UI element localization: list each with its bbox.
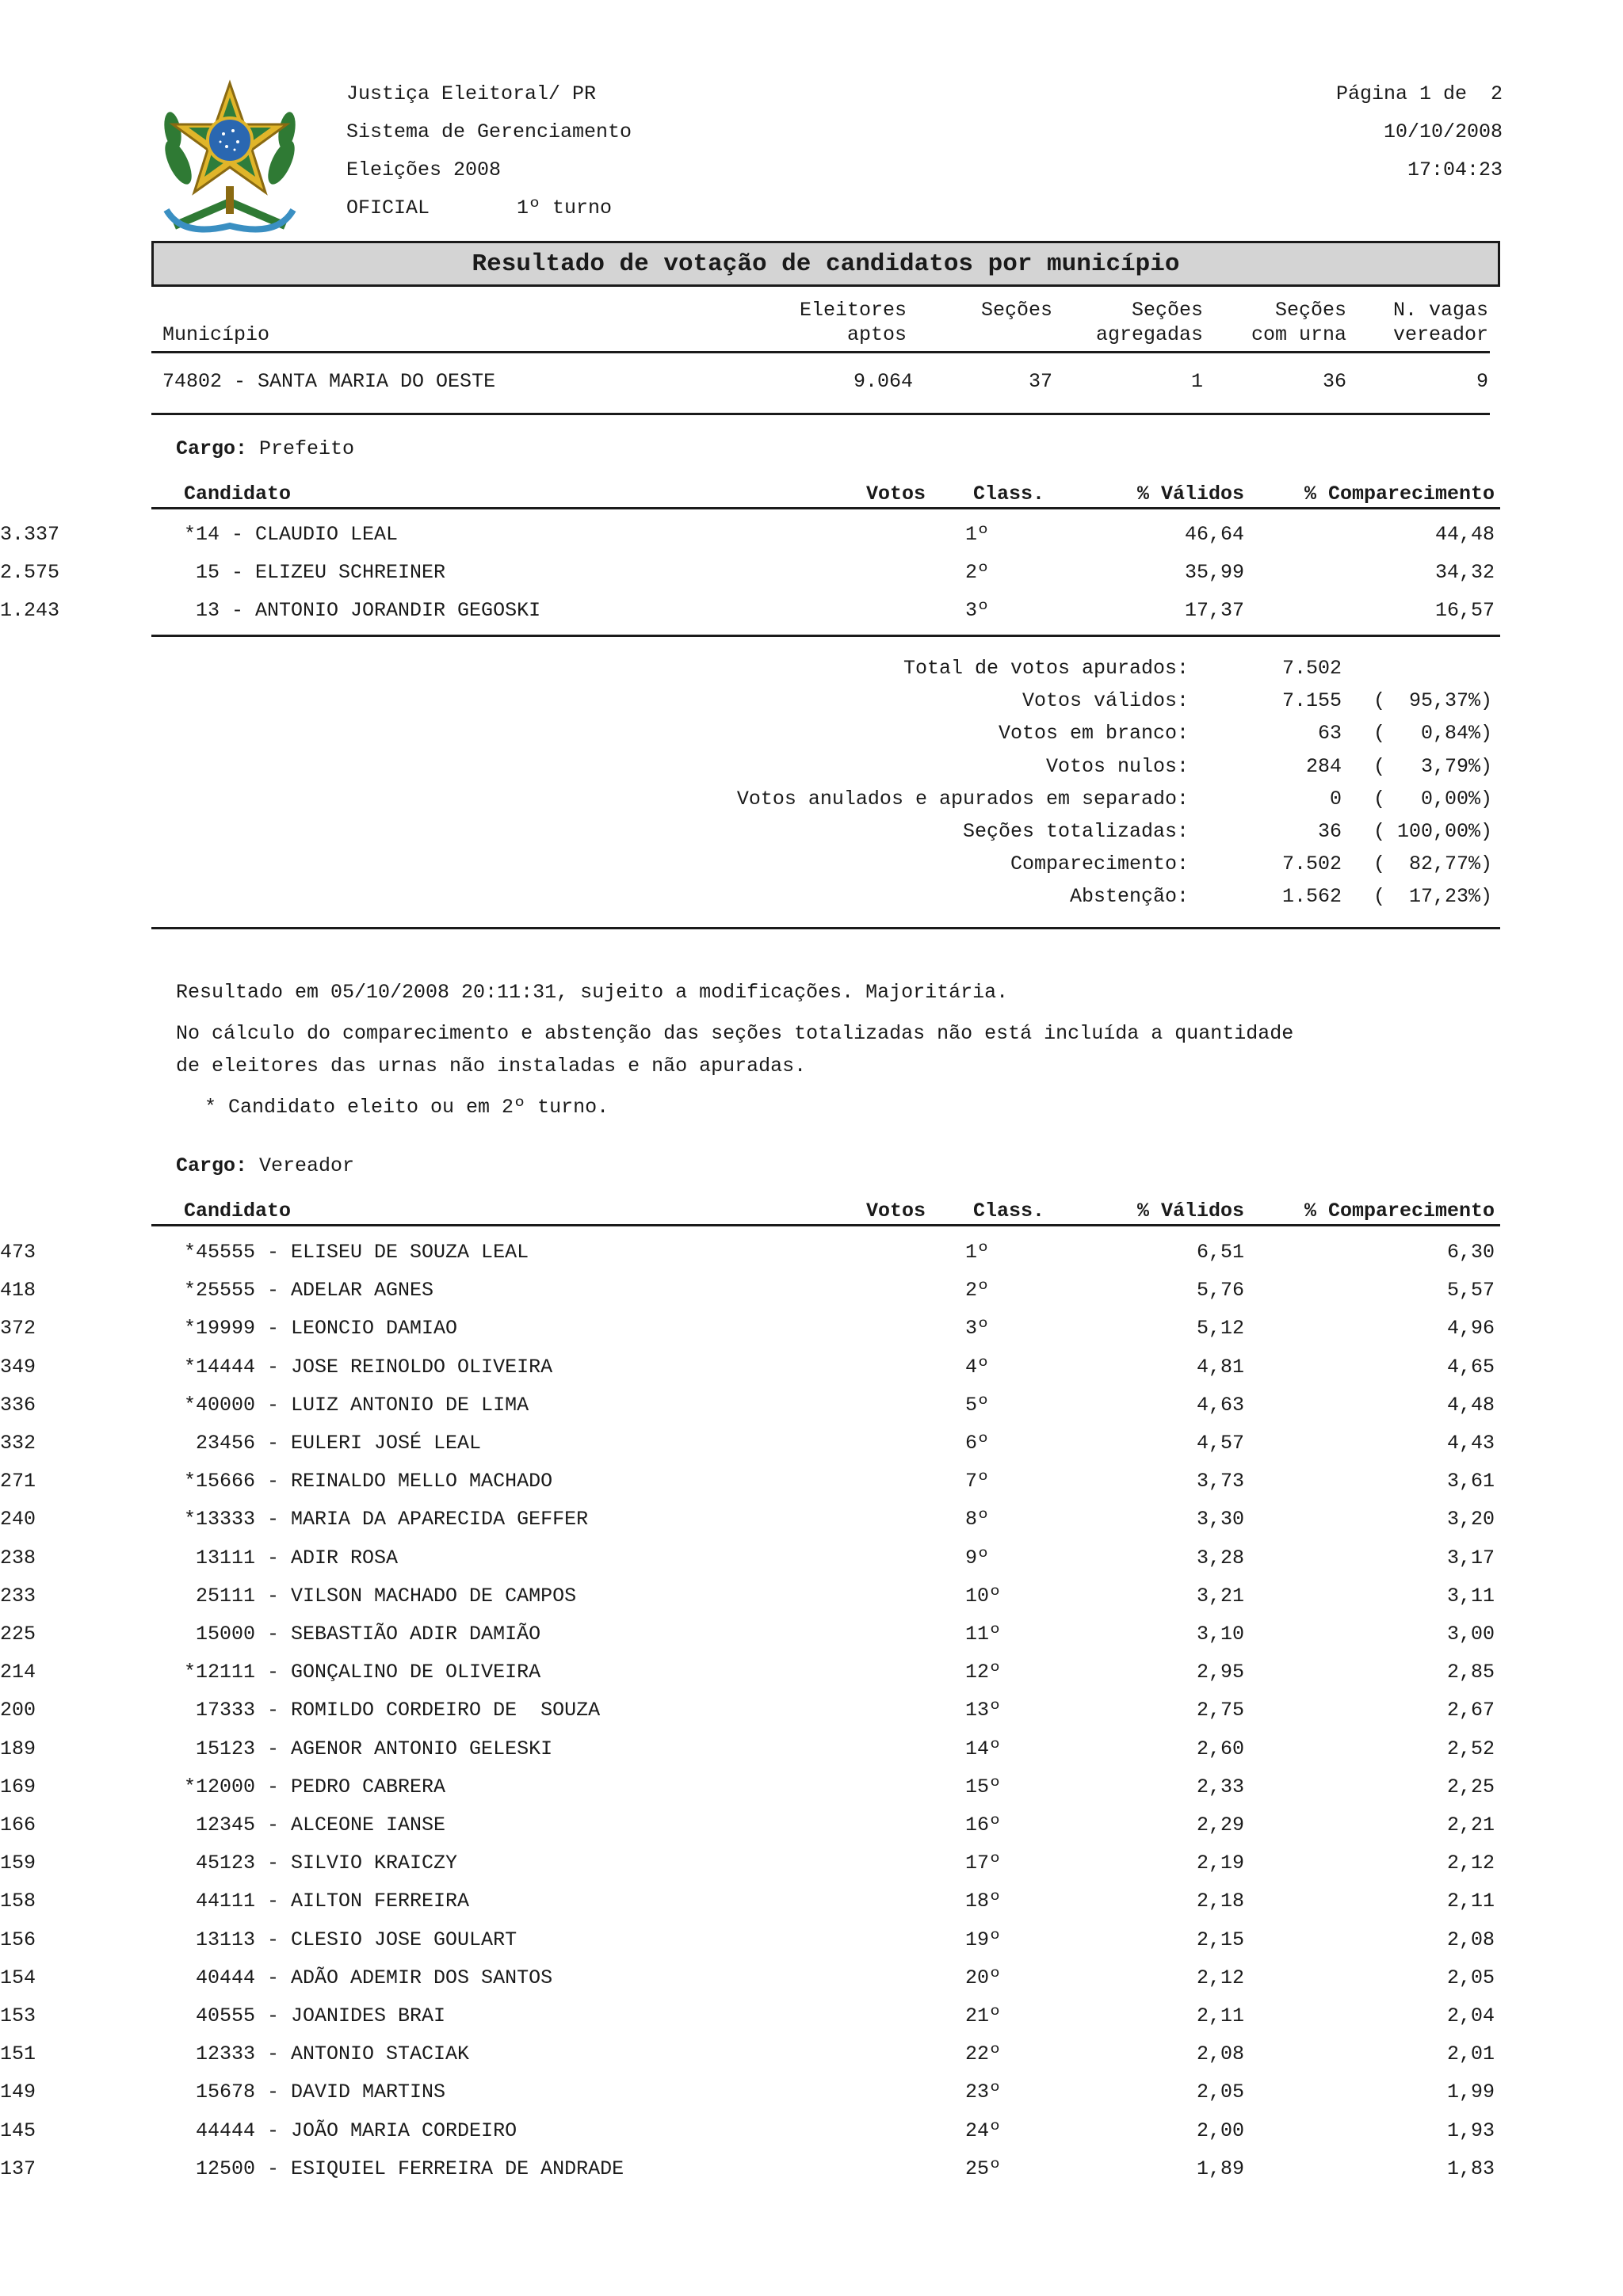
candidate-class: 3º: [965, 1317, 990, 1341]
candidate-comparecimento: 3,17: [1446, 1546, 1495, 1569]
candidate-comparecimento: 4,43: [1446, 1432, 1495, 1455]
candidate-class: 2º: [965, 561, 990, 584]
cargo-vereador: Vereador: [259, 1154, 355, 1177]
table-row: [0, 1997, 1623, 2035]
candidate-comparecimento: 2,05: [1446, 1966, 1495, 1989]
table-row: [0, 1844, 1623, 1882]
cargo-prefeito: Prefeito: [259, 437, 355, 460]
col-votos: Votos: [865, 482, 926, 505]
municipio-agregadas: 1: [1190, 370, 1203, 393]
candidate-name: 12333 - ANTONIO STACIAK: [184, 2042, 470, 2066]
candidate-comparecimento: 2,21: [1446, 1814, 1495, 1836]
candidate-validos: 46,64: [1184, 523, 1244, 546]
divider: [151, 413, 1490, 415]
candidate-name: *12111 - GONÇALINO DE OLIVEIRA: [184, 1661, 541, 1684]
candidate-votes: 214: [0, 1661, 36, 1684]
note-calculo-2: de eleitores das urnas não instaladas e não apuradas.: [176, 1055, 807, 1077]
col-comparecimento: % Comparecimento: [1304, 1199, 1495, 1222]
total-value: 7.502: [1281, 657, 1342, 680]
total-label: Comparecimento:: [1010, 852, 1189, 876]
candidate-comparecimento: 2,12: [1446, 1852, 1495, 1875]
candidate-comparecimento: 2,25: [1446, 1775, 1495, 1798]
candidate-votes: 1.243: [0, 599, 60, 622]
report-date: 10/10/2008: [1383, 120, 1503, 143]
col-vagas-2: vereador: [1392, 323, 1488, 346]
table-row: [0, 1348, 1623, 1386]
candidate-votes: 145: [0, 2119, 36, 2142]
candidate-validos: 2,33: [1196, 1775, 1244, 1798]
table-row: [0, 1425, 1623, 1463]
candidate-name: *13333 - MARIA DA APARECIDA GEFFER: [184, 1508, 589, 1531]
candidate-class: 11º: [965, 1623, 1002, 1646]
table-row: [0, 1730, 1623, 1768]
candidate-votes: 156: [0, 1928, 36, 1951]
total-label: Votos em branco:: [998, 722, 1189, 746]
col-comurna-1: Seções: [1274, 299, 1346, 322]
table-row: [0, 1653, 1623, 1691]
note-eleito: * Candidato eleito ou em 2º turno.: [204, 1096, 609, 1119]
municipio-name: 74802 - SANTA MARIA DO OESTE: [162, 370, 496, 393]
total-percent: ( 0,84%): [1373, 722, 1493, 746]
col-class: Class.: [973, 482, 1045, 505]
candidate-class: 18º: [965, 1890, 1002, 1913]
candidate-comparecimento: 2,52: [1446, 1737, 1495, 1760]
candidate-votes: 332: [0, 1432, 36, 1455]
candidate-validos: 2,15: [1196, 1928, 1244, 1951]
candidate-validos: 5,76: [1196, 1279, 1244, 1302]
candidate-votes: 418: [0, 1279, 36, 1302]
candidate-comparecimento: 34,32: [1434, 561, 1495, 584]
table-row: [0, 1806, 1623, 1844]
candidate-votes: 349: [0, 1355, 36, 1379]
candidate-votes: 137: [0, 2157, 36, 2180]
total-label: Seções totalizadas:: [962, 820, 1189, 843]
candidate-validos: 5,12: [1196, 1317, 1244, 1341]
candidate-comparecimento: 3,20: [1446, 1508, 1495, 1531]
candidate-class: 12º: [965, 1661, 1002, 1684]
candidate-validos: 2,05: [1196, 2081, 1244, 2104]
col-vagas-1: N. vagas: [1392, 299, 1488, 322]
candidate-class: 6º: [965, 1432, 990, 1455]
candidate-comparecimento: 2,67: [1446, 1699, 1495, 1722]
candidate-validos: 3,10: [1196, 1623, 1244, 1646]
candidate-name: 40444 - ADÃO ADEMIR DOS SANTOS: [184, 1966, 553, 1989]
total-percent: ( 3,79%): [1373, 754, 1493, 778]
municipio-comurna: 36: [1322, 370, 1346, 393]
candidate-votes: 154: [0, 1966, 36, 1989]
table-row: [0, 1921, 1623, 1959]
candidate-class: 14º: [965, 1737, 1002, 1760]
candidate-name: 15000 - SEBASTIÃO ADIR DAMIÃO: [184, 1623, 541, 1646]
candidate-class: 16º: [965, 1814, 1002, 1836]
divider: [151, 1224, 1500, 1226]
candidate-votes: 240: [0, 1508, 36, 1531]
header-turno: 1º turno: [517, 196, 613, 219]
candidate-validos: 1,89: [1196, 2157, 1244, 2180]
table-row: [0, 2150, 1623, 2188]
col-validos: % Válidos: [1136, 1199, 1244, 1222]
note-calculo-1: No cálculo do comparecimento e abstenção das seções totalizadas não está incluída a quantidade: [176, 1022, 1294, 1045]
candidate-validos: 3,21: [1196, 1584, 1244, 1608]
candidate-validos: 2,18: [1196, 1890, 1244, 1913]
header-system: Sistema de Gerenciamento: [346, 120, 632, 143]
col-agregadas-2: agregadas: [1095, 323, 1203, 346]
col-class: Class.: [973, 1199, 1045, 1222]
header-institution: Justiça Eleitoral/ PR: [346, 82, 597, 105]
divider: [151, 635, 1500, 637]
candidate-name: 15678 - DAVID MARTINS: [184, 2081, 446, 2104]
col-validos: % Válidos: [1136, 482, 1244, 505]
table-row: [0, 516, 1623, 554]
candidate-votes: 149: [0, 2081, 36, 2104]
col-comparecimento: % Comparecimento: [1304, 482, 1495, 505]
col-agregadas-1: Seções: [1131, 299, 1203, 322]
table-row: [0, 2112, 1623, 2150]
candidate-class: 21º: [965, 2004, 1002, 2027]
candidate-name: 25111 - VILSON MACHADO DE CAMPOS: [184, 1584, 577, 1608]
municipio-eleitores: 9.064: [853, 370, 913, 393]
total-label: Votos nulos:: [1045, 754, 1189, 778]
candidate-name: *14444 - JOSE REINOLDO OLIVEIRA: [184, 1355, 553, 1379]
candidate-name: 15123 - AGENOR ANTONIO GELESKI: [184, 1737, 553, 1760]
candidate-name: 17333 - ROMILDO CORDEIRO DE SOUZA: [184, 1699, 601, 1722]
candidate-name: 15 - ELIZEU SCHREINER: [184, 561, 446, 584]
col-municipio: Município: [162, 323, 270, 346]
candidate-comparecimento: 44,48: [1434, 523, 1495, 546]
candidate-class: 3º: [965, 599, 990, 622]
col-comurna-2: com urna: [1251, 323, 1346, 346]
brasao-emblem-icon: [151, 75, 309, 242]
candidate-class: 19º: [965, 1928, 1002, 1951]
col-candidato: Candidato: [184, 482, 292, 505]
candidate-class: 5º: [965, 1393, 990, 1417]
candidate-comparecimento: 2,04: [1446, 2004, 1495, 2027]
candidate-validos: 2,11: [1196, 2004, 1244, 2027]
total-value: 1.562: [1281, 885, 1342, 909]
report-time: 17:04:23: [1407, 158, 1503, 181]
candidate-comparecimento: 2,85: [1446, 1661, 1495, 1684]
candidate-class: 10º: [965, 1584, 1002, 1608]
col-votos: Votos: [865, 1199, 926, 1222]
table-row: [0, 1768, 1623, 1806]
candidate-validos: 2,29: [1196, 1814, 1244, 1836]
candidate-comparecimento: 4,96: [1446, 1317, 1495, 1341]
candidate-votes: 200: [0, 1699, 36, 1722]
divider: [151, 507, 1500, 509]
candidate-name: 13 - ANTONIO JORANDIR GEGOSKI: [184, 599, 541, 622]
divider: [151, 927, 1500, 929]
candidate-validos: 2,12: [1196, 1966, 1244, 1989]
candidate-name: 44444 - JOÃO MARIA CORDEIRO: [184, 2119, 517, 2142]
divider: [151, 351, 1490, 353]
table-row: [0, 1539, 1623, 1577]
candidate-validos: 2,95: [1196, 1661, 1244, 1684]
candidate-name: *25555 - ADELAR AGNES: [184, 1279, 434, 1302]
candidate-name: *12000 - PEDRO CABRERA: [184, 1775, 446, 1798]
table-row: [0, 2073, 1623, 2111]
candidate-class: 2º: [965, 1279, 990, 1302]
candidate-validos: 2,19: [1196, 1852, 1244, 1875]
candidate-votes: 336: [0, 1393, 36, 1417]
candidate-name: 45123 - SILVIO KRAICZY: [184, 1852, 458, 1875]
candidate-comparecimento: 1,83: [1446, 2157, 1495, 2180]
candidate-validos: 6,51: [1196, 1241, 1244, 1264]
candidate-votes: 2.575: [0, 561, 60, 584]
col-secoes: Seções: [980, 299, 1052, 322]
candidate-class: 17º: [965, 1852, 1002, 1875]
candidate-votes: 225: [0, 1623, 36, 1646]
candidate-name: 12345 - ALCEONE IANSE: [184, 1814, 446, 1836]
candidate-comparecimento: 2,08: [1446, 1928, 1495, 1951]
col-eleitores-2: aptos: [846, 323, 907, 346]
table-row: [0, 1386, 1623, 1425]
candidate-comparecimento: 3,61: [1446, 1470, 1495, 1493]
table-row: [0, 1463, 1623, 1501]
candidate-name: *40000 - LUIZ ANTONIO DE LIMA: [184, 1393, 529, 1417]
table-row: [0, 1234, 1623, 1272]
candidate-class: 13º: [965, 1699, 1002, 1722]
table-row: [0, 1882, 1623, 1920]
candidate-votes: 233: [0, 1584, 36, 1608]
candidate-name: *15666 - REINALDO MELLO MACHADO: [184, 1470, 553, 1493]
candidate-validos: 17,37: [1184, 599, 1244, 622]
total-percent: ( 100,00%): [1373, 820, 1493, 843]
municipio-vagas: 9: [1476, 370, 1488, 393]
candidate-class: 8º: [965, 1508, 990, 1531]
candidate-class: 22º: [965, 2042, 1002, 2066]
total-label: Total de votos apurados:: [903, 657, 1189, 680]
candidate-name: 40555 - JOANIDES BRAI: [184, 2004, 446, 2027]
total-label: Votos válidos:: [1022, 689, 1189, 713]
total-label: Votos anulados e apurados em separado:: [736, 787, 1189, 810]
candidate-name: 44111 - AILTON FERREIRA: [184, 1890, 470, 1913]
candidate-name: 23456 - EULERI JOSÉ LEAL: [184, 1432, 482, 1455]
candidate-class: 9º: [965, 1546, 990, 1569]
cargo-label: Cargo:: [176, 437, 248, 460]
total-percent: ( 0,00%): [1373, 787, 1493, 810]
candidate-votes: 153: [0, 2004, 36, 2027]
candidate-comparecimento: 4,65: [1446, 1355, 1495, 1379]
candidate-votes: 3.337: [0, 523, 60, 546]
table-row: [0, 592, 1623, 630]
candidate-name: 13113 - CLESIO JOSE GOULART: [184, 1928, 517, 1951]
candidate-votes: 473: [0, 1241, 36, 1264]
total-percent: ( 82,77%): [1373, 852, 1493, 876]
candidate-comparecimento: 4,48: [1446, 1393, 1495, 1417]
candidate-comparecimento: 2,01: [1446, 2042, 1495, 2066]
total-value: 7.155: [1281, 689, 1342, 713]
total-value: 7.502: [1281, 852, 1342, 876]
municipio-secoes: 37: [1028, 370, 1052, 393]
candidate-class: 25º: [965, 2157, 1002, 2180]
table-row: [0, 2035, 1623, 2073]
candidate-validos: 3,73: [1196, 1470, 1244, 1493]
table-row: [0, 554, 1623, 592]
candidate-validos: 3,28: [1196, 1546, 1244, 1569]
candidate-votes: 271: [0, 1470, 36, 1493]
candidate-name: 12500 - ESIQUIEL FERREIRA DE ANDRADE: [184, 2157, 624, 2180]
total-value: 284: [1305, 754, 1342, 778]
table-row: [0, 1272, 1623, 1310]
candidate-class: 4º: [965, 1355, 990, 1379]
candidate-votes: 238: [0, 1546, 36, 1569]
candidate-class: 7º: [965, 1470, 990, 1493]
candidate-comparecimento: 5,57: [1446, 1279, 1495, 1302]
candidate-class: 24º: [965, 2119, 1002, 2142]
candidate-class: 15º: [965, 1775, 1002, 1798]
total-value: 0: [1329, 787, 1342, 810]
candidate-votes: 166: [0, 1814, 36, 1836]
table-row: [0, 1691, 1623, 1730]
candidate-validos: 2,75: [1196, 1699, 1244, 1722]
cargo-label: Cargo:: [176, 1154, 248, 1177]
candidate-votes: 159: [0, 1852, 36, 1875]
header-status: OFICIAL: [346, 196, 430, 219]
total-percent: ( 17,23%): [1373, 885, 1493, 909]
table-row: [0, 1959, 1623, 1997]
candidate-validos: 4,63: [1196, 1393, 1244, 1417]
candidate-class: 1º: [965, 1241, 990, 1264]
total-value: 63: [1317, 722, 1342, 746]
total-label: Abstenção:: [1069, 885, 1189, 909]
candidate-votes: 189: [0, 1737, 36, 1760]
candidate-class: 1º: [965, 523, 990, 546]
candidate-validos: 4,81: [1196, 1355, 1244, 1379]
candidate-comparecimento: 2,11: [1446, 1890, 1495, 1913]
table-row: [0, 1615, 1623, 1653]
candidate-comparecimento: 1,99: [1446, 2081, 1495, 2104]
candidate-validos: 2,08: [1196, 2042, 1244, 2066]
candidate-comparecimento: 6,30: [1446, 1241, 1495, 1264]
header-election: Eleições 2008: [346, 158, 502, 181]
note-resultado: Resultado em 05/10/2008 20:11:31, sujeito a modificações. Majoritária.: [176, 981, 1009, 1004]
candidate-validos: 3,30: [1196, 1508, 1244, 1531]
candidate-comparecimento: 3,11: [1446, 1584, 1495, 1608]
table-row: [0, 1501, 1623, 1539]
candidate-name: *14 - CLAUDIO LEAL: [184, 523, 399, 546]
candidate-name: *19999 - LEONCIO DAMIAO: [184, 1317, 458, 1341]
candidate-comparecimento: 3,00: [1446, 1623, 1495, 1646]
candidate-name: *45555 - ELISEU DE SOUZA LEAL: [184, 1241, 529, 1264]
candidate-validos: 2,00: [1196, 2119, 1244, 2142]
col-candidato: Candidato: [184, 1199, 292, 1222]
col-eleitores-1: Eleitores: [799, 299, 907, 322]
candidate-class: 20º: [965, 1966, 1002, 1989]
candidate-validos: 4,57: [1196, 1432, 1244, 1455]
table-row: [0, 1310, 1623, 1348]
report-title: Resultado de votação de candidatos por município: [151, 241, 1500, 287]
total-value: 36: [1317, 820, 1342, 843]
candidate-votes: 151: [0, 2042, 36, 2066]
candidate-class: 23º: [965, 2081, 1002, 2104]
page-number: Página 1 de 2: [1335, 82, 1503, 105]
candidate-validos: 35,99: [1184, 561, 1244, 584]
candidate-votes: 372: [0, 1317, 36, 1341]
candidate-comparecimento: 16,57: [1434, 599, 1495, 622]
candidate-name: 13111 - ADIR ROSA: [184, 1546, 399, 1569]
candidate-votes: 169: [0, 1775, 36, 1798]
candidate-votes: 158: [0, 1890, 36, 1913]
candidate-comparecimento: 1,93: [1446, 2119, 1495, 2142]
total-percent: ( 95,37%): [1373, 689, 1493, 713]
table-row: [0, 1577, 1623, 1615]
candidate-validos: 2,60: [1196, 1737, 1244, 1760]
